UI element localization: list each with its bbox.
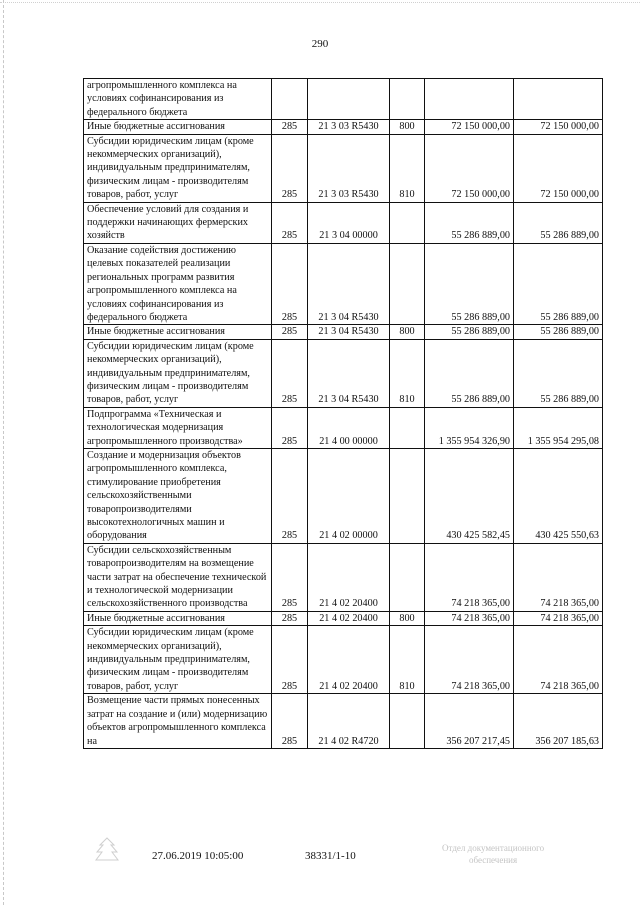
- budget-table-body: [84, 79, 603, 749]
- row-name: Подпрограмма «Техническая и технологическая модернизация агропромышленного производства»: [84, 407, 272, 448]
- row-csr: 21 3 04 R5430: [308, 325, 390, 339]
- stamp-line-1: Отдел документационного: [442, 843, 545, 853]
- row-grbs: 285: [272, 325, 308, 339]
- row-grbs: 285: [272, 339, 308, 407]
- row-grbs: 285: [272, 626, 308, 694]
- table-row: [84, 79, 603, 120]
- row-grbs: 285: [272, 407, 308, 448]
- row-csr: 21 4 00 00000: [308, 407, 390, 448]
- row-name: агропромышленного комплекса на условиях софинансирования из федерального бюджета: [84, 79, 272, 120]
- row-name: Субсидии юридическим лицам (кроме некоммерческих организаций), индивидуальным предпринимателям, физическим лицам - производителям товаров, работ, услуг: [84, 339, 272, 407]
- budget-table: [83, 78, 603, 749]
- table-row: [84, 407, 603, 448]
- scan-left-edge: [3, 0, 4, 905]
- row-grbs: 285: [272, 694, 308, 749]
- row-name: Субсидии юридическим лицам (кроме некоммерческих организаций), индивидуальным предпринимателям, физическим лицам - производителям товаров, работ, услуг: [84, 626, 272, 694]
- row-csr: 21 3 04 00000: [308, 202, 390, 243]
- table-row: [84, 339, 603, 407]
- table-row: [84, 134, 603, 202]
- footer-department-stamp: [442, 842, 544, 866]
- row-csr: 21 4 02 20400: [308, 611, 390, 625]
- row-csr: 21 3 04 R5430: [308, 339, 390, 407]
- table-row: [84, 611, 603, 625]
- row-vr: [390, 694, 425, 749]
- row-name: Иные бюджетные ассигнования: [84, 611, 272, 625]
- row-sum-2019-executed: [514, 79, 603, 120]
- row-sum-2019: 55 286 889,00: [425, 202, 514, 243]
- row-sum-2019: 55 286 889,00: [425, 325, 514, 339]
- row-vr: [390, 202, 425, 243]
- row-grbs: [272, 79, 308, 120]
- row-sum-2019-executed: 55 286 889,00: [514, 202, 603, 243]
- scan-top-edge: [0, 2, 640, 3]
- row-sum-2019: 72 150 000,00: [425, 134, 514, 202]
- row-sum-2019: 55 286 889,00: [425, 339, 514, 407]
- row-csr: 21 3 04 R5430: [308, 243, 390, 324]
- row-name: Обеспечение условий для создания и поддержки начинающих фермерских хозяйств: [84, 202, 272, 243]
- table-row: [84, 543, 603, 611]
- row-grbs: 285: [272, 134, 308, 202]
- row-vr: 810: [390, 134, 425, 202]
- row-sum-2019-executed: 74 218 365,00: [514, 626, 603, 694]
- row-grbs: 285: [272, 120, 308, 134]
- footer-document-number: 38331/1-10: [305, 850, 356, 862]
- row-sum-2019: 356 207 217,45: [425, 694, 514, 749]
- row-vr: [390, 79, 425, 120]
- row-sum-2019-executed: 55 286 889,00: [514, 325, 603, 339]
- row-vr: [390, 243, 425, 324]
- table-row: [84, 694, 603, 749]
- row-vr: 800: [390, 120, 425, 134]
- row-sum-2019-executed: 55 286 889,00: [514, 243, 603, 324]
- row-csr: 21 4 02 R4720: [308, 694, 390, 749]
- row-vr: [390, 407, 425, 448]
- row-name: Иные бюджетные ассигнования: [84, 120, 272, 134]
- row-name: Субсидии юридическим лицам (кроме некоммерческих организаций), индивидуальным предпринимателям, физическим лицам - производителям товаров, работ, услуг: [84, 134, 272, 202]
- row-vr: 800: [390, 611, 425, 625]
- row-sum-2019-executed: 74 218 365,00: [514, 543, 603, 611]
- row-vr: 810: [390, 339, 425, 407]
- row-sum-2019: 430 425 582,45: [425, 448, 514, 543]
- stamp-line-2: обеспечения: [469, 855, 518, 865]
- row-csr: 21 3 03 R5430: [308, 134, 390, 202]
- row-sum-2019-executed: 356 207 185,63: [514, 694, 603, 749]
- row-grbs: 285: [272, 611, 308, 625]
- row-sum-2019: 55 286 889,00: [425, 243, 514, 324]
- table-row: [84, 325, 603, 339]
- row-name: Возмещение части прямых понесенных затрат на создание и (или) модернизацию объектов агропромышленного комплекса на: [84, 694, 272, 749]
- row-csr: 21 3 03 R5430: [308, 120, 390, 134]
- page-number: 290: [311, 38, 329, 50]
- row-csr: 21 4 02 20400: [308, 626, 390, 694]
- seal-icon: [94, 836, 120, 862]
- row-sum-2019-executed: 1 355 954 295,08: [514, 407, 603, 448]
- row-csr: 21 4 02 00000: [308, 448, 390, 543]
- row-sum-2019: 74 218 365,00: [425, 626, 514, 694]
- table-row: [84, 243, 603, 324]
- row-vr: [390, 448, 425, 543]
- row-name: Иные бюджетные ассигнования: [84, 325, 272, 339]
- row-sum-2019: 72 150 000,00: [425, 120, 514, 134]
- table-row: [84, 202, 603, 243]
- row-sum-2019-executed: 72 150 000,00: [514, 120, 603, 134]
- row-grbs: 285: [272, 202, 308, 243]
- row-vr: [390, 543, 425, 611]
- table-row: [84, 120, 603, 134]
- row-sum-2019: 74 218 365,00: [425, 543, 514, 611]
- footer-datetime: 27.06.2019 10:05:00: [152, 850, 244, 862]
- row-name: Субсидии сельскохозяйственным товаропроизводителям на возмещение части затрат на обеспечение технической и технологической модернизации сельскохозяйственного производства: [84, 543, 272, 611]
- row-vr: 800: [390, 325, 425, 339]
- row-sum-2019: 74 218 365,00: [425, 611, 514, 625]
- row-csr: 21 4 02 20400: [308, 543, 390, 611]
- row-name: Оказание содействия достижению целевых показателей реализации региональных программ развития агропромышленного комплекса на условиях софинансирования из федерального бюджета: [84, 243, 272, 324]
- row-grbs: 285: [272, 243, 308, 324]
- row-sum-2019: 1 355 954 326,90: [425, 407, 514, 448]
- row-vr: 810: [390, 626, 425, 694]
- table-row: [84, 448, 603, 543]
- row-sum-2019: [425, 79, 514, 120]
- row-csr: [308, 79, 390, 120]
- row-grbs: 285: [272, 543, 308, 611]
- row-grbs: 285: [272, 448, 308, 543]
- row-sum-2019-executed: 72 150 000,00: [514, 134, 603, 202]
- row-sum-2019-executed: 430 425 550,63: [514, 448, 603, 543]
- table-row: [84, 626, 603, 694]
- row-name: Создание и модернизация объектов агропромышленного комплекса, стимулирование приобретения сельскохозяйственными товаропроизводителями высокотехнологичных машин и оборудования: [84, 448, 272, 543]
- row-sum-2019-executed: 74 218 365,00: [514, 611, 603, 625]
- row-sum-2019-executed: 55 286 889,00: [514, 339, 603, 407]
